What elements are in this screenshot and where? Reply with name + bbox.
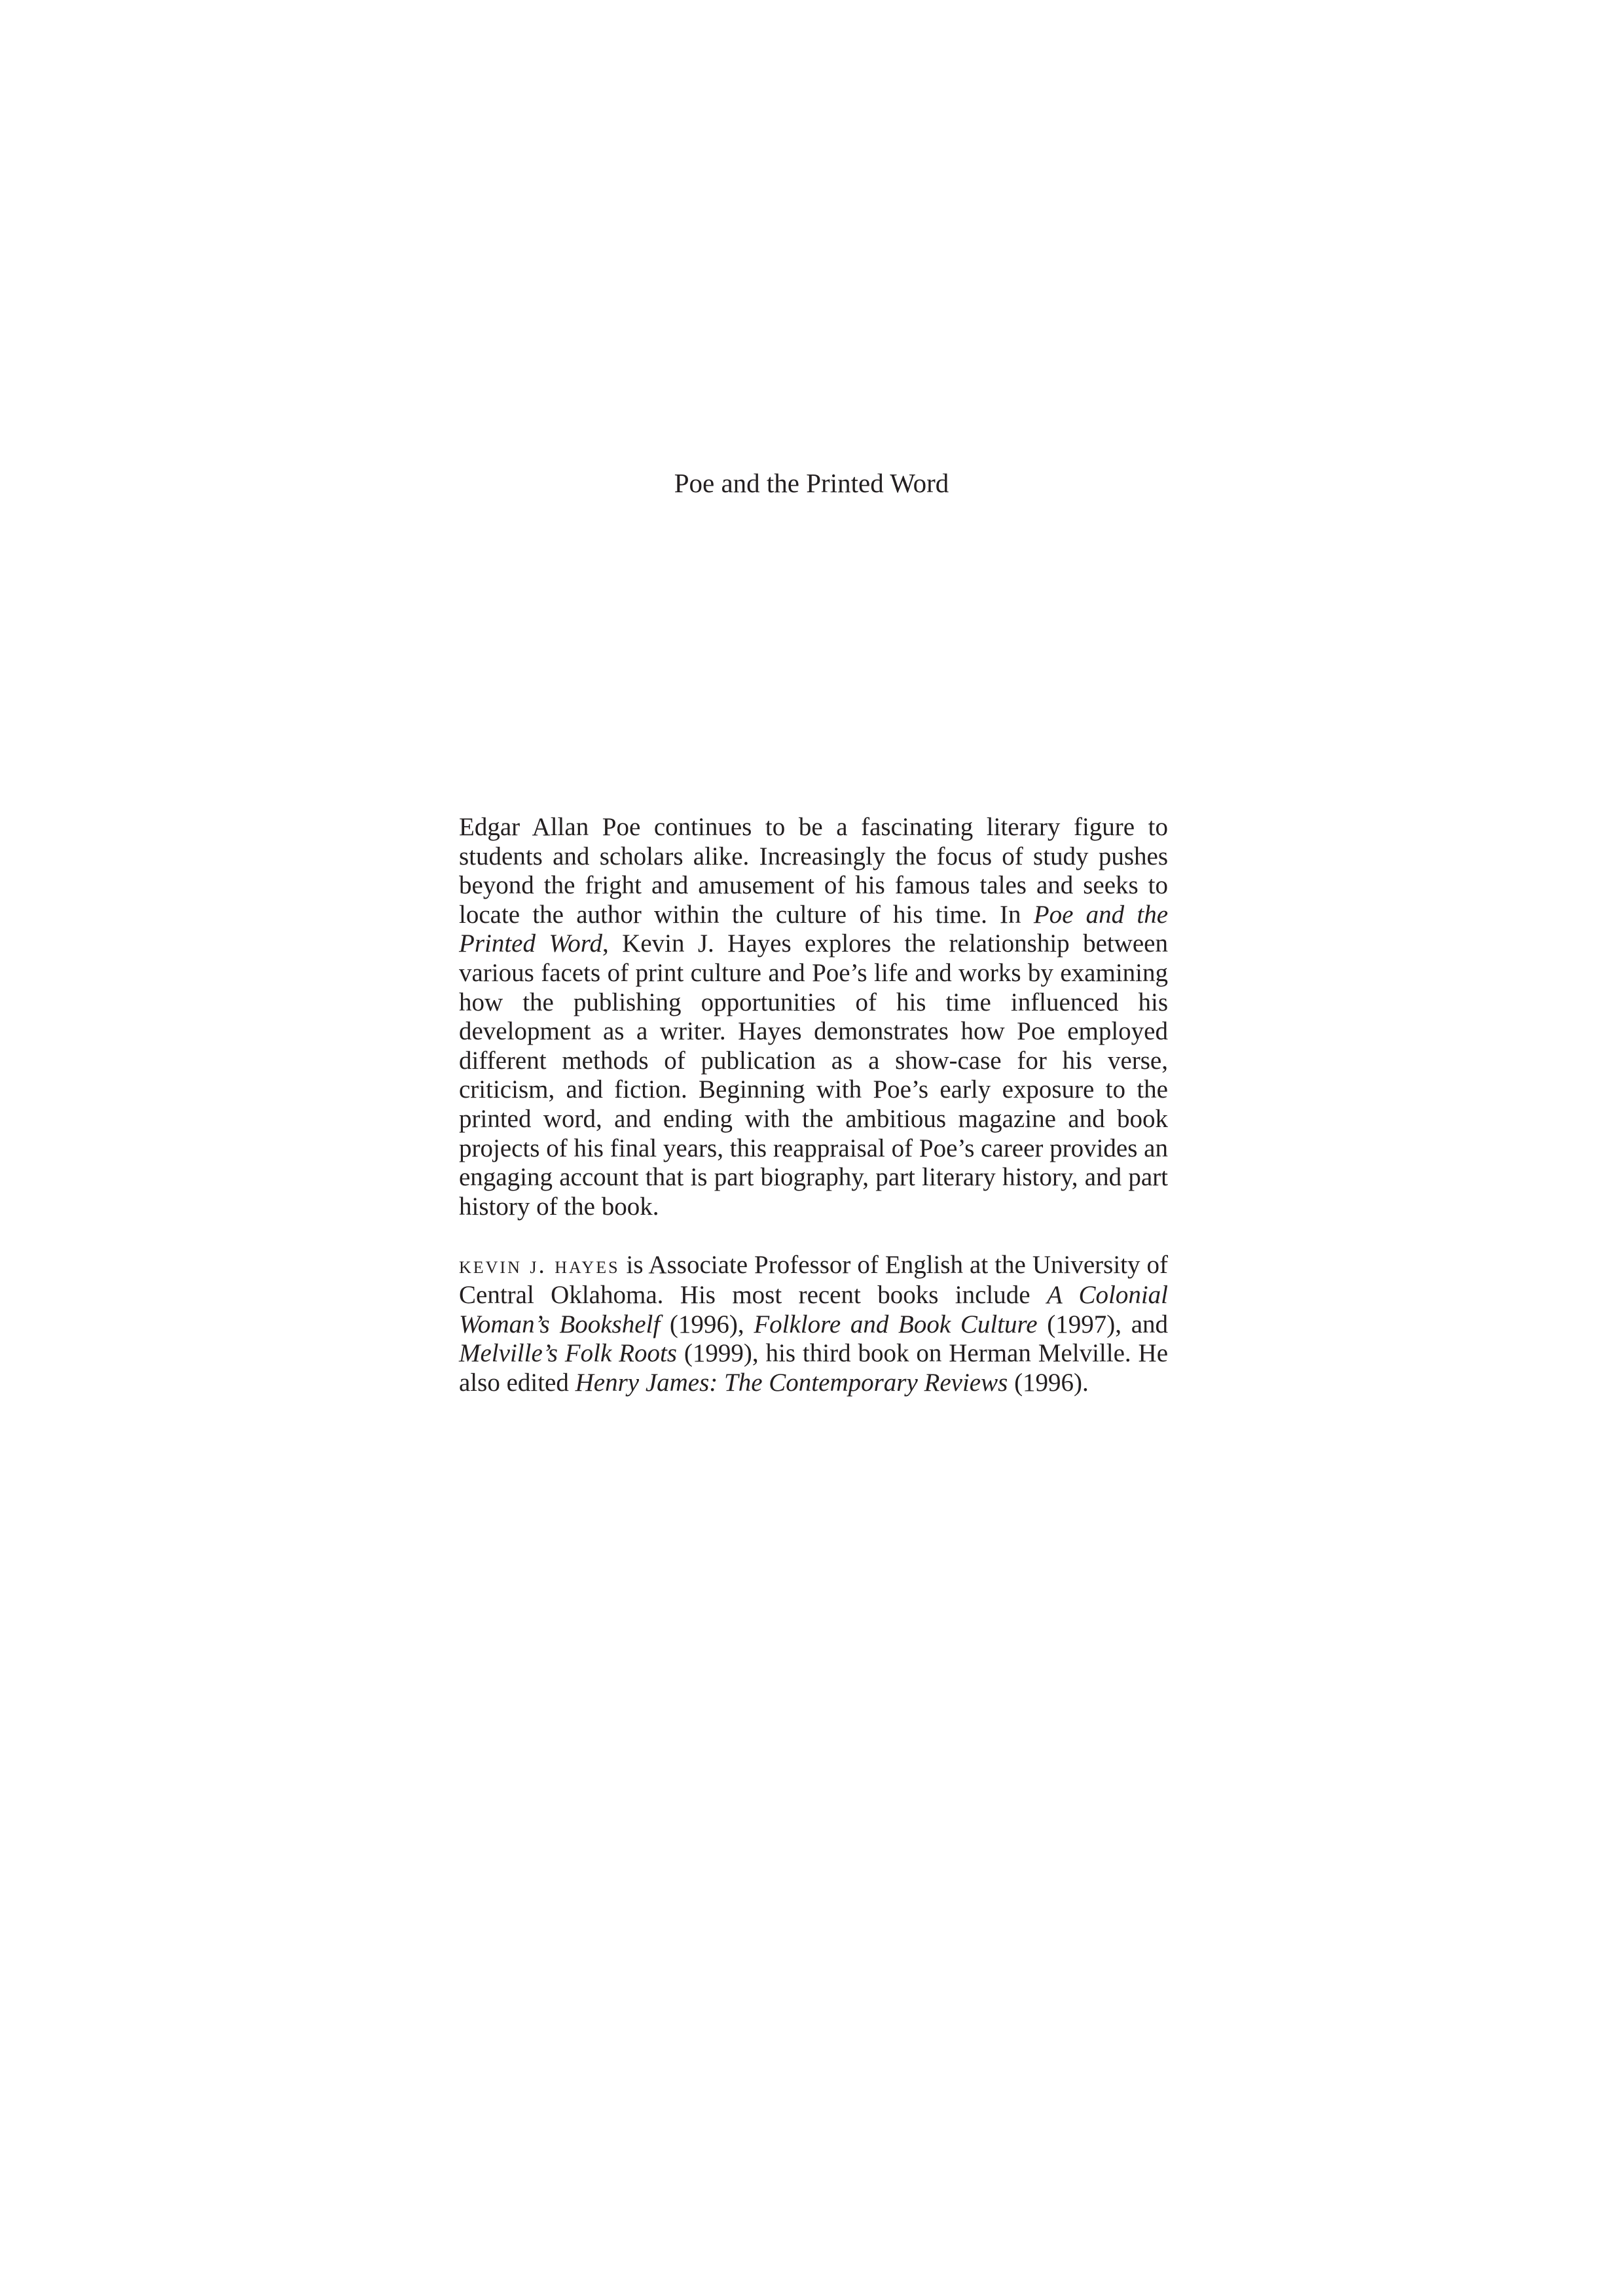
book-title-folklore: Folklore and Book Culture — [754, 1310, 1038, 1338]
page-title: Poe and the Printed Word — [674, 468, 949, 498]
bio-text-e: (1996). — [1008, 1368, 1089, 1397]
bio-text-b: (1996), — [660, 1310, 754, 1338]
bio-text-d: (1999), his third book on Herman Melville. He also edited — [459, 1339, 1169, 1397]
description-text-end: , Kevin J. Hayes explores the relationship between various facets of print culture and Poe’s life and works by examining how the publishing opportunities of his time influenced his development as a writer. Hayes demonstrates how Poe employed different methods of publication as a show-case for his verse, criticism, and fiction. Beginning with Poe’s early exposure to the printed word, and ending with the ambitious magazine and book projects of his final years, this reappraisal of Poe’s career provides an engaging account that is part biography, part literary history, and part history of the book. — [459, 929, 1168, 1221]
description-paragraph — [459, 813, 1168, 1221]
book-title-henry-james: Henry James: The Contemporary Reviews — [575, 1368, 1008, 1397]
book-title-melville: Melville’s Folk Roots — [459, 1339, 677, 1368]
book-title-colonial: A Colonial Woman’s Bookshelf — [459, 1280, 1168, 1338]
bio-text-a: is Associate Professor of English at the University of Central Oklahoma. His most recent books include — [459, 1251, 1168, 1309]
description-text-start: Edgar Allan Poe continues to be a fascinating literary figure to students and scholars alike. Increasingly the focus of study pushes beyond the fright and amusement of his famous tales and seeks to locate the author within the culture of his time. In — [459, 813, 1168, 929]
author-bio-paragraph — [459, 1251, 1168, 1397]
author-name: kevin j. hayes — [459, 1252, 620, 1280]
book-title-italic: Poe and the Printed Word — [459, 900, 1169, 958]
book-description-block — [459, 813, 1168, 1397]
bio-text-c: (1997), and — [1037, 1310, 1169, 1338]
